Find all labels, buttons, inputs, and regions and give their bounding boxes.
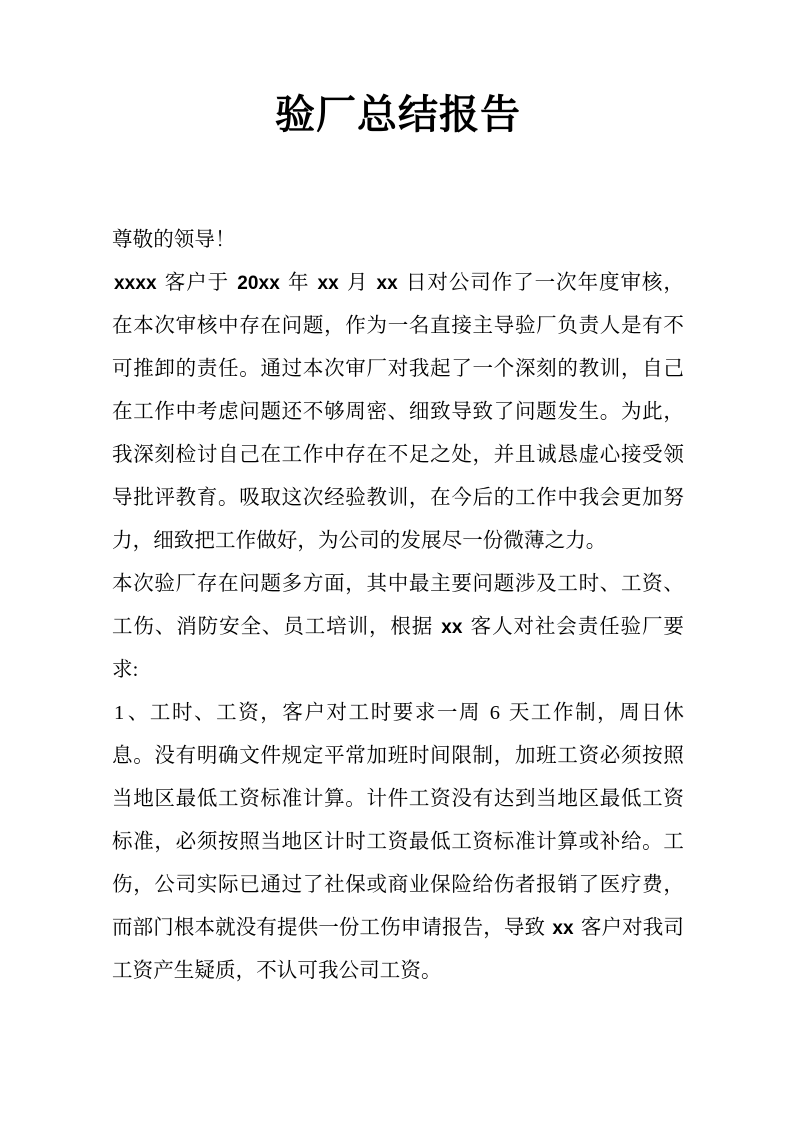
inline-latin-run: xx: [552, 918, 574, 939]
inline-latin-run: xx: [317, 273, 339, 294]
document-text-block: [112, 219, 684, 993]
inline-latin-run: xxxx: [114, 273, 157, 294]
inline-latin-run: 1: [114, 702, 125, 724]
inline-latin-run: xx: [376, 273, 398, 294]
inline-latin-run: 6: [489, 702, 501, 724]
paragraph-2: 本次验厂存在问题多方面，其中最主要问题涉及工时、工资、工伤、消防安全、员工培训，根据 xx 客人对社会责任验厂要求:: [112, 573, 684, 681]
document-content: [112, 0, 684, 993]
inline-latin-run: xx: [441, 617, 463, 638]
salutation-line: 尊敬的领导！: [112, 229, 236, 251]
inline-latin-run: 20xx: [237, 273, 280, 294]
paragraph-3: 1、工时、工资，客户对工时要求一周 6 天工作制，周日休息。没有明确文件规定平常加班时间限制，加班工资必须按照当地区最低工资标准计算。计件工资没有达到当地区最低工资标准，必须按照当地区计时工资最低工资标准计算或补给。工伤，公司实际已通过了社保或商业保险给伤者报销了医疗费，而部门根本就没有提供一份工伤申请报告，导致 xx 客户对我司工资产生疑质，不认可我公司工资。: [112, 702, 685, 982]
page-title: 验厂总结报告: [275, 93, 521, 137]
paragraph-1: xxxx 客户于 20xx 年 xx 月 xx 日对公司作了一次年度审核，在本次审核中存在问题，作为一名直接主导验厂负责人是有不可推卸的责任。通过本次审厂对我起了一个深刻的教训，自己在工作中考虑问题还不够周密、细致导致了问题发生。为此，我深刻检讨自己在工作中存在不足之处，并且诚恳虚心接受领导批评教育。吸取这次经验教训，在今后的工作中我会更加努力，细致把工作做好，为公司的发展尽一份微薄之力。: [112, 272, 684, 552]
